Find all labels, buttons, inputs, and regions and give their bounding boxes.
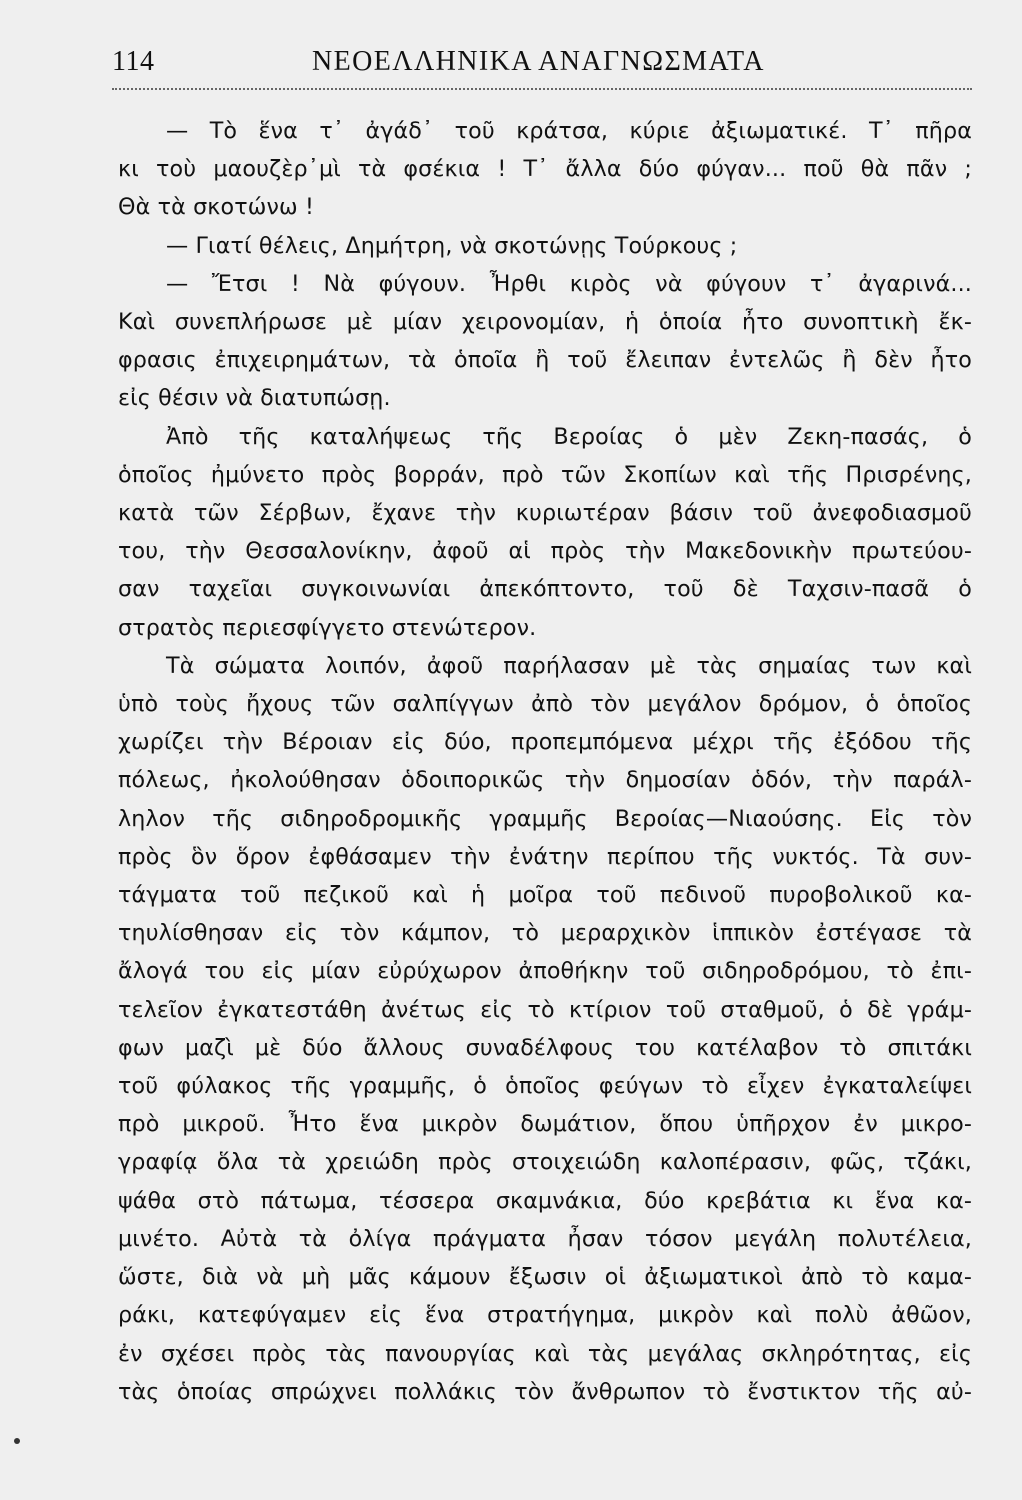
text-line: ἐν σχέσει πρὸς τὰς πανουργίας καὶ τὰς μεγάλας σκληρότητας, εἰς: [118, 1340, 972, 1367]
text-line: κατὰ τῶν Σέρβων, ἔχανε τὴν κυριωτέραν βάσιν τοῦ ἀνεφοδιασμοῦ: [118, 500, 972, 527]
ink-speck: [14, 1438, 20, 1444]
text-line: πρὸς ὃν ὅρον ἐφθάσαμεν τὴν ἐνάτην περίπου τῆς νυκτός. Τὰ συν-: [118, 843, 972, 870]
body-text: [118, 112, 972, 1411]
text-line: μινέτο. Αὐτὰ τὰ ὀλίγα πράγματα ἦσαν τόσον μεγάλη πολυτέλεια,: [118, 1225, 972, 1252]
text-line: χωρίζει τὴν Βέροιαν εἰς δύο, προπεμπόμενα μέχρι τῆς ἐξόδου τῆς: [118, 729, 972, 756]
text-line: γραφίᾳ ὅλα τὰ χρειώδη πρὸς στοιχειώδη καλοπέρασιν, φῶς, τζάκι,: [118, 1149, 972, 1176]
text-line: — Ἔτσι ! Νὰ φύγουν. Ἦρθι κιρὸς νὰ φύγουν τ᾽ ἀγαρινά...: [166, 270, 972, 297]
text-line: του, τὴν Θεσσαλονίκην, ἀφοῦ αἱ πρὸς τὴν Μακεδονικὴν πρωτεύου-: [118, 538, 972, 565]
text-line: ληλον τῆς σιδηροδρομικῆς γραμμῆς Βεροίας—Νιαούσης. Εἰς τὸν: [118, 805, 972, 832]
text-line: φων μαζὶ μὲ δύο ἄλλους συναδέλφους του κατέλαβον τὸ σπιτάκι: [118, 1034, 972, 1061]
text-line: Καὶ συνεπλήρωσε μὲ μίαν χειρονομίαν, ἡ ὁποία ἦτο συνοπτικὴ ἔκ-: [118, 309, 972, 336]
running-title: ΝΕΟΕΛΛΗΝΙΚΑ ΑΝΑΓΝΩΣΜΑΤΑ: [312, 46, 765, 77]
page-header: [112, 40, 972, 84]
text-line: τὰς ὁποίας σπρώχνει πολλάκις τὸν ἄνθρωπον τὸ ἔνστικτον τῆς αὐ-: [118, 1378, 972, 1405]
text-line: πόλεως, ἠκολούθησαν ὁδοιπορικῶς τὴν δημοσίαν ὁδόν, τὴν παράλ-: [118, 767, 972, 794]
text-line: ὑπὸ τοὺς ἤχους τῶν σαλπίγγων ἀπὸ τὸν μεγάλον δρόμον, ὁ ὁποῖος: [118, 691, 972, 718]
text-line: τηυλίσθησαν εἰς τὸν κάμπον, τὸ μεραρχικὸν ἱππικὸν ἐστέγασε τὰ: [118, 920, 972, 947]
text-line: κι τοὺ μαουζὲρ᾽μὶ τὰ φσέκια ! Τ᾽ ἄλλα δύο φύγαν... ποῦ θὰ πᾶν ;: [118, 156, 972, 183]
text-line: τελεῖον ἐγκατεστάθη ἀνέτως εἰς τὸ κτίριον τοῦ σταθμοῦ, ὁ δὲ γράμ-: [118, 996, 972, 1023]
text-line: ψάθα στὸ πάτωμα, τέσσερα σκαμνάκια, δύο κρεβάτια κι ἕνα κα-: [118, 1187, 972, 1214]
header-rule: [112, 88, 972, 90]
text-line: Θὰ τὰ σκοτώνω !: [118, 194, 315, 221]
text-line: πρὸ μικροῦ. Ἦτο ἕνα μικρὸν δωμάτιον, ὅπου ὑπῆρχον ἐν μικρο-: [118, 1111, 972, 1138]
text-line: σαν ταχεῖαι συγκοινωνίαι ἀπεκόπτοντο, τοῦ δὲ Ταχσιν-πασᾶ ὁ: [118, 576, 972, 603]
text-line: ὁποῖος ἠμύνετο πρὸς βορράν, πρὸ τῶν Σκοπίων καὶ τῆς Πρισρένης,: [118, 461, 972, 488]
text-line: εἰς θέσιν νὰ διατυπώσῃ.: [118, 385, 391, 412]
text-line: φρασις ἐπιχειρημάτων, τὰ ὁποῖα ἢ τοῦ ἔλειπαν ἐντελῶς ἢ δὲν ἦτο: [118, 347, 972, 374]
text-line: Τὰ σώματα λοιπόν, ἀφοῦ παρήλασαν μὲ τὰς σημαίας των καὶ: [166, 652, 972, 679]
text-line: ὥστε, διὰ νὰ μὴ μᾶς κάμουν ἔξωσιν οἱ ἀξιωματικοὶ ἀπὸ τὸ καμα-: [118, 1264, 972, 1291]
text-line: Ἀπὸ τῆς καταλήψεως τῆς Βεροίας ὁ μὲν Ζεκη-πασάς, ὁ: [166, 423, 972, 450]
page-number: 114: [112, 46, 155, 77]
text-line: στρατὸς περιεσφίγγετο στενώτερον.: [118, 614, 537, 641]
text-line: — Τὸ ἕνα τ᾽ ἀγάδ᾽ τοῦ κράτσα, κύριε ἀξιωματικέ. Τ᾽ πῆρα: [166, 118, 972, 144]
text-line: τάγματα τοῦ πεζικοῦ καὶ ἡ μοῖρα τοῦ πεδινοῦ πυροβολικοῦ κα-: [118, 882, 972, 909]
text-line: — Γιατί θέλεις, Δημήτρη, νὰ σκοτώνῃς Τούρκους ;: [166, 232, 738, 259]
text-line: ράκι, κατεφύγαμεν εἰς ἕνα στρατήγημα, μικρὸν καὶ πολὺ ἀθῶον,: [118, 1302, 972, 1329]
text-line: τοῦ φύλακος τῆς γραμμῆς, ὁ ὁποῖος φεύγων τὸ εἶχεν ἐγκαταλείψει: [118, 1073, 972, 1100]
text-line: ἄλογά του εἰς μίαν εὐρύχωρον ἀποθήκην τοῦ σιδηροδρόμου, τὸ ἐπι-: [118, 958, 972, 985]
